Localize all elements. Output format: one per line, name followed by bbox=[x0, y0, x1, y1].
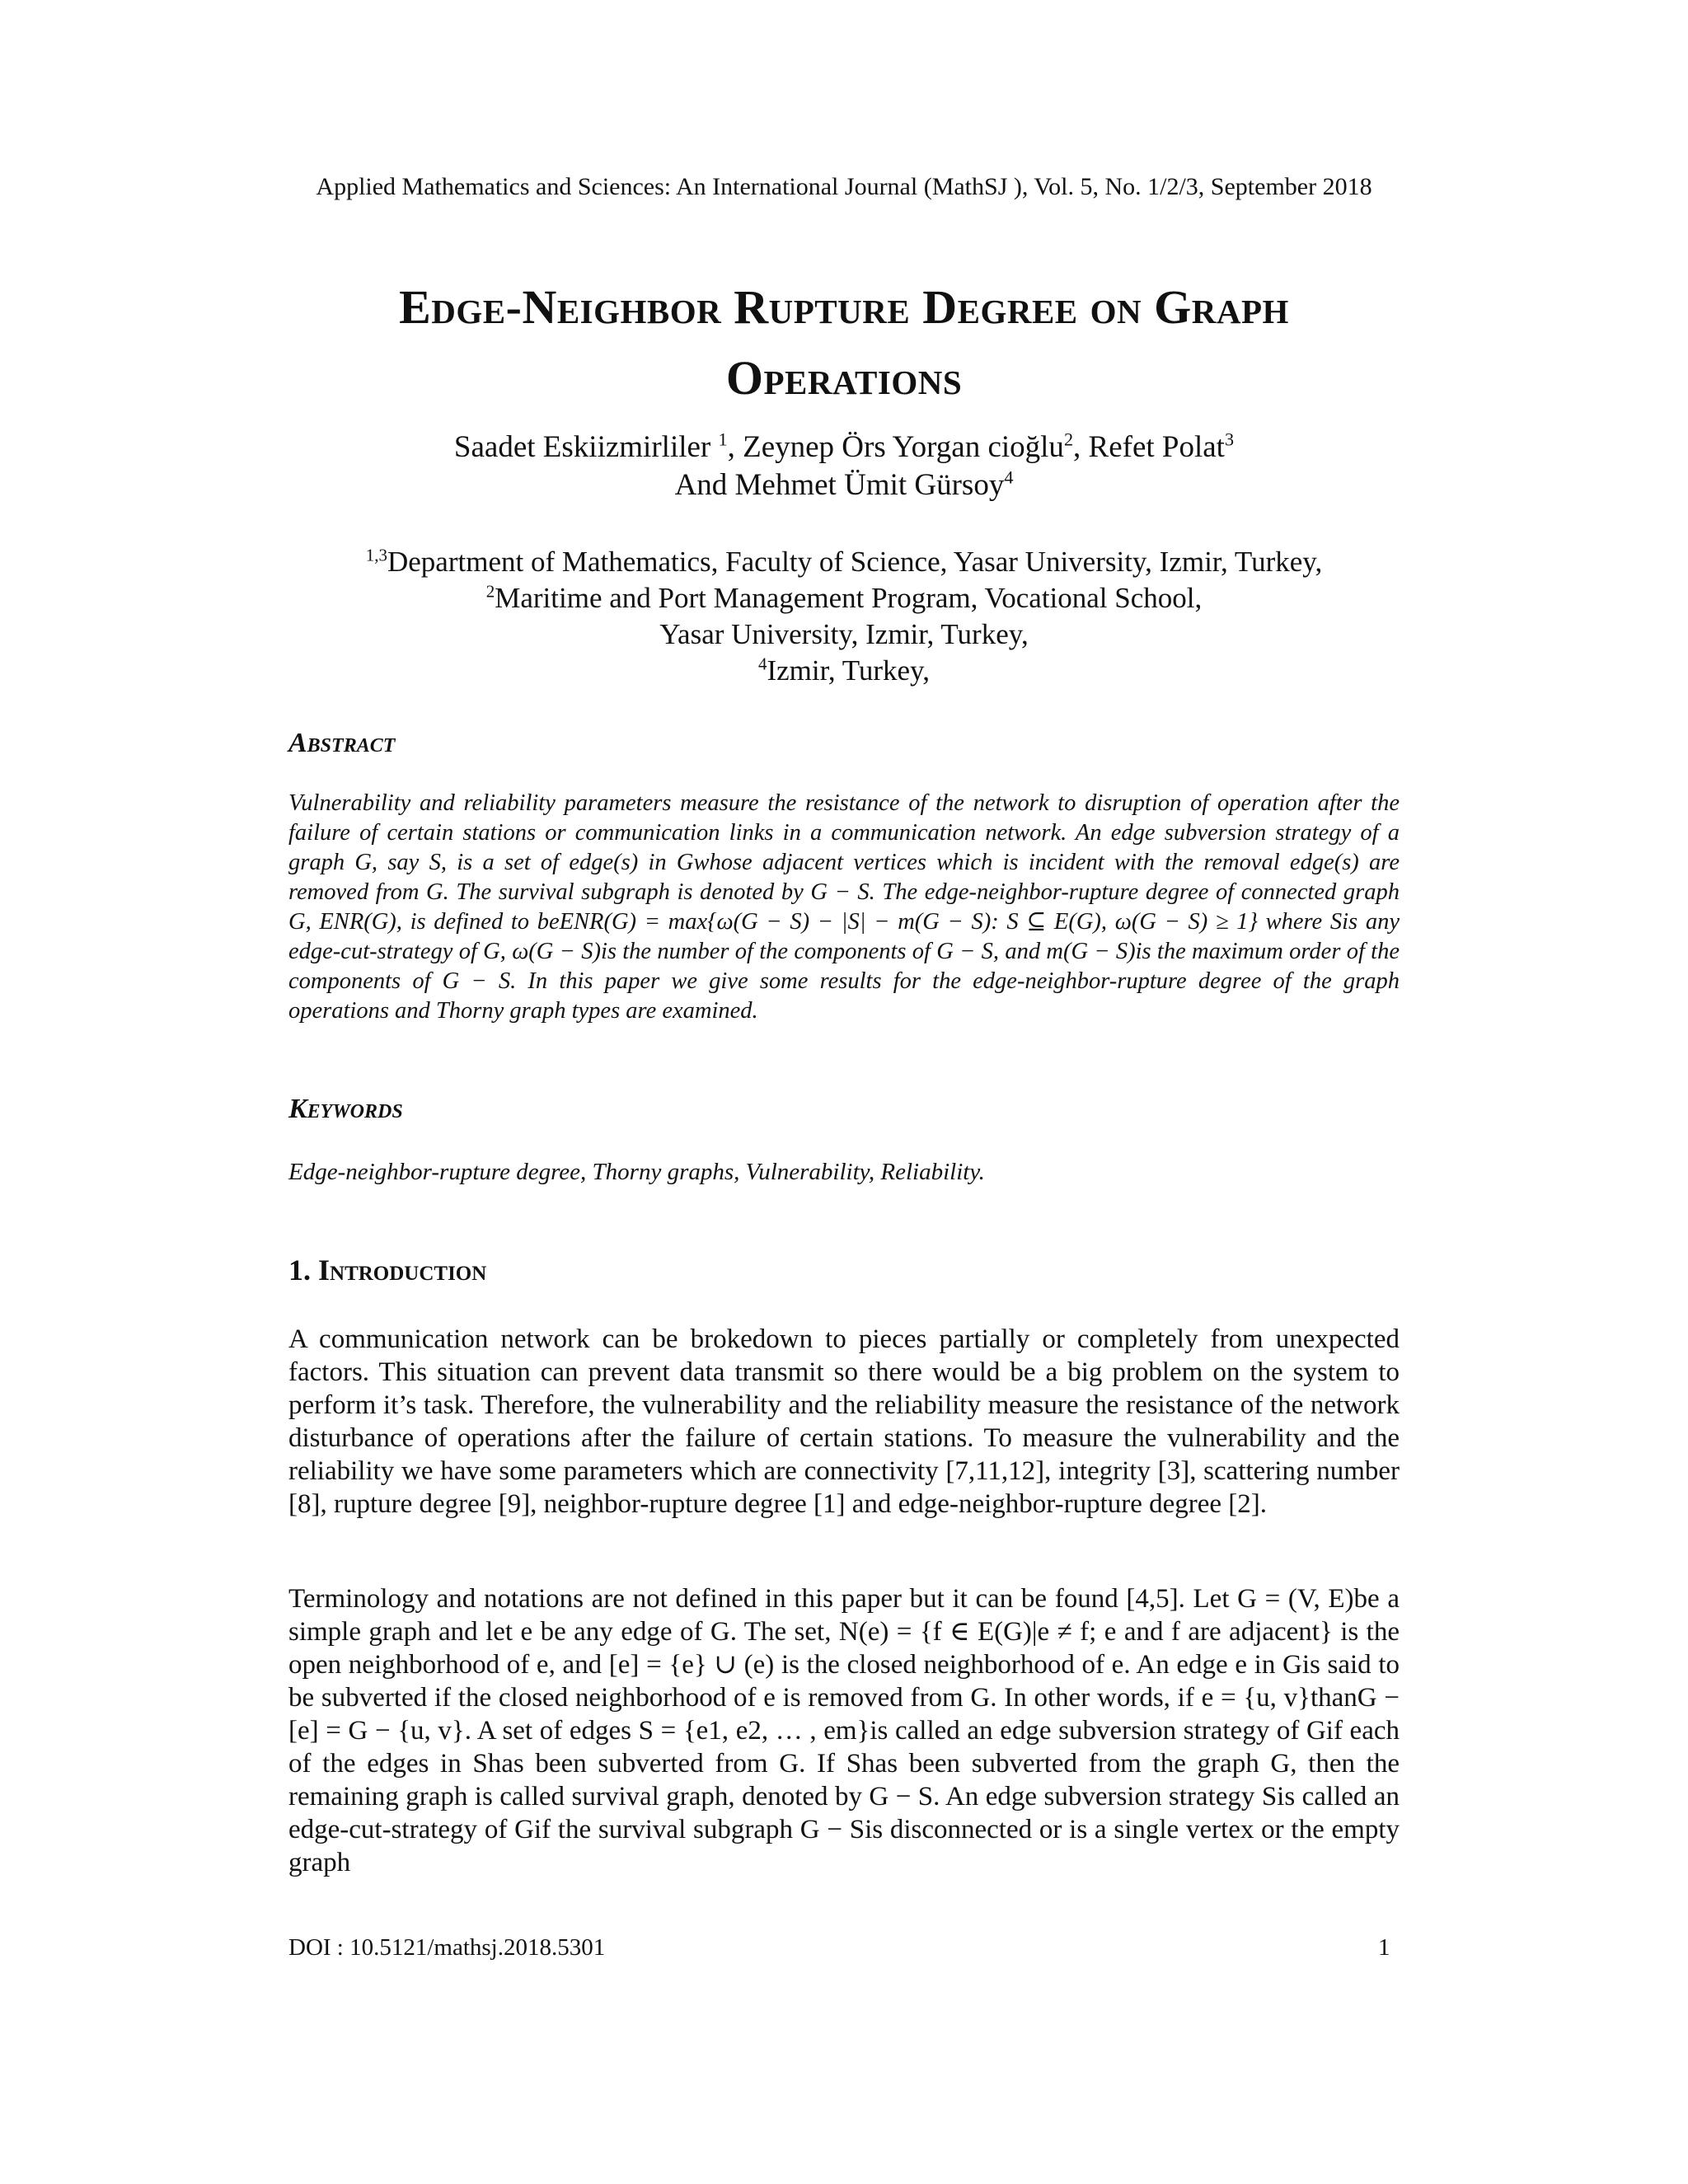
running-header: Applied Mathematics and Sciences: An International Journal (MathSJ ), Vol. 5, No. 1/2/3, September 2018 bbox=[316, 173, 1372, 200]
author-1-sup: 1 bbox=[718, 429, 728, 450]
abstract-heading: Abstract bbox=[288, 728, 396, 758]
authors-line-1 bbox=[231, 429, 1457, 466]
author-4-name: And Mehmet Ümit Gürsoy bbox=[674, 468, 1005, 502]
keywords-heading: Keywords bbox=[288, 1094, 403, 1124]
affiliation-2-cont: Yasar University, Izmir, Turkey, bbox=[659, 618, 1029, 650]
affiliation-2-text: Maritime and Port Management Program, Vocational School, bbox=[495, 582, 1203, 614]
author-3-name: , Refet Polat bbox=[1073, 430, 1225, 464]
page-number: 1 bbox=[1378, 1934, 1390, 1961]
intro-paragraph-1: A communication network can be brokedown to pieces partially or completely from unexpected factors. This situation can prevent data transmit so there would be a big problem on the system to perform it’s task. Therefore, the vulnerability and the reliability measure the resistance of the network disturbance of operations after the failure of certain stations. To measure the vulnerability and the reliability we have some parameters which are connectivity [7,11,12], integrity [3], scattering number [8], rupture degree [9], neighbor-rupture degree [1] and edge-neighbor-rupture degree [2]. bbox=[288, 1324, 1400, 1519]
author-list bbox=[231, 429, 1457, 504]
affiliation-3-text: Izmir, Turkey, bbox=[767, 654, 931, 687]
author-1-name: Saadet Eskiizmirliler bbox=[453, 430, 719, 464]
author-2-name: , Zeynep Örs Yorgan cioğlu bbox=[727, 430, 1064, 464]
keywords-text: Edge-neighbor-rupture degree, Thorny graphs, Vulnerability, Reliability. bbox=[288, 1159, 985, 1185]
intro-paragraph-2: Terminology and notations are not defined in this paper but it can be found [4,5]. Let G = (V, E)be a simple graph and let e be any edge of G. The set, N(e) = {f ∈ E(G)|e ≠ f; e and f are adjacent} is the open neighborhood of e, and [e] = {e} ∪ (e) is the closed neighborhood of e. An edge e in Gis said to be subverted if the closed neighborhood of e is removed from G. In other words, if e = {u, v}thanG − [e] = G − {u, v}. A set of edges S = {e1, e2, … , em}is called an edge subversion strategy of Gif each of the edges in Shas been subverted from G. If Shas been subverted from the graph G, then the remaining graph is called survival graph, denoted by G − S. An edge subversion strategy Sis called an edge-cut-strategy of Gif the survival subgraph G − Sis disconnected or is a single vertex or the empty graph bbox=[288, 1584, 1400, 1877]
affiliation-1-text: Department of Mathematics, Faculty of Science, Yasar University, Izmir, Turkey, bbox=[387, 546, 1323, 578]
affiliation-3-sup: 4 bbox=[757, 654, 767, 674]
footer-doi: DOI : 10.5121/mathsj.2018.5301 bbox=[288, 1934, 606, 1961]
authors-line-2 bbox=[231, 466, 1457, 504]
affiliation-1-sup: 1,3 bbox=[365, 545, 387, 565]
author-4-sup: 4 bbox=[1004, 466, 1014, 488]
affiliation-1 bbox=[231, 544, 1457, 580]
affiliation-3 bbox=[231, 653, 1457, 689]
abstract-text: Vulnerability and reliability parameters measure the resistance of the network to disruption of operation after the failure of certain stations or communication links in a communication network. An edge subversion strategy of a graph G, say S, is a set of edge(s) in Gwhose adjacent vertices which is incident with the removal edge(s) are removed from G. The survival subgraph is denoted by G − S. The edge-neighbor-rupture degree of connected graph G, ENR(G), is defined to beENR(G) = max{ω(G − S) − |S| − m(G − S): S ⊆ E(G), ω(G − S) ≥ 1} where Sis any edge-cut-strategy of G, ω(G − S)is the number of the components of G − S, and m(G − S)is the maximum order of the components of G − S. In this paper we give some results for the edge-neighbor-rupture degree of the graph operations and Thorny graph types are examined. bbox=[288, 790, 1400, 1024]
section-heading-introduction: 1. Introduction bbox=[288, 1254, 487, 1286]
title-line-1: Edge-Neighbor Rupture Degree on Graph bbox=[399, 280, 1289, 334]
paper-title bbox=[231, 272, 1457, 414]
title-line-2: Operations bbox=[725, 351, 963, 405]
affiliations bbox=[231, 544, 1457, 689]
author-2-sup: 2 bbox=[1063, 429, 1074, 450]
affiliation-2 bbox=[231, 580, 1457, 616]
affiliation-2-sup: 2 bbox=[485, 581, 495, 602]
author-3-sup: 3 bbox=[1224, 429, 1235, 450]
